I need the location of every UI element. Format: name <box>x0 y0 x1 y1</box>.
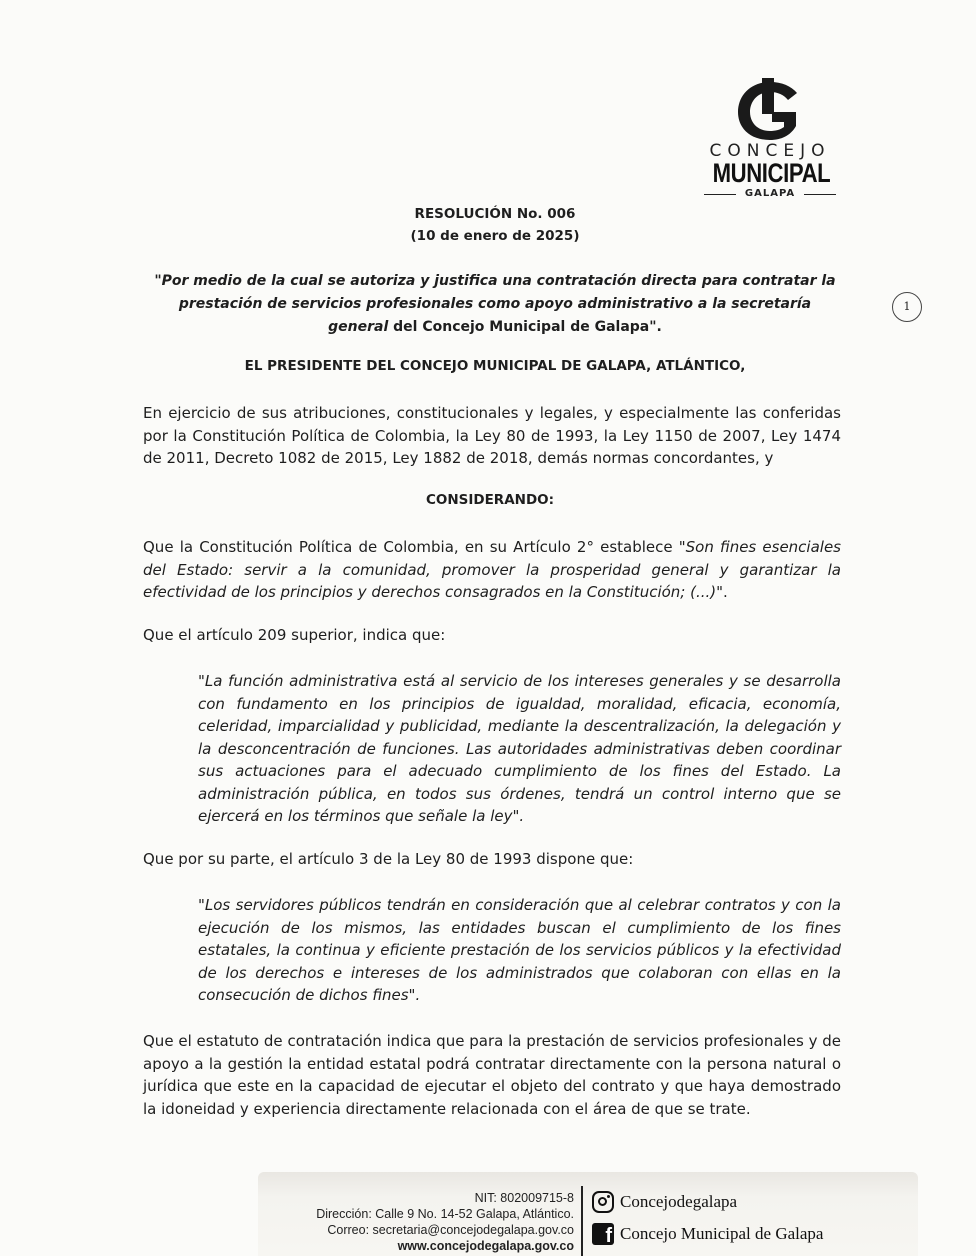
facebook-row <box>592 1218 823 1250</box>
footer-social <box>592 1186 823 1250</box>
instagram-row <box>592 1186 823 1218</box>
considerando-heading: CONSIDERANDO: <box>425 492 555 508</box>
page-number: 1 <box>892 292 922 322</box>
facebook-page: Concejo Municipal de Galapa <box>620 1224 824 1243</box>
article209-quote: "La función administrativa está al servicio de los intereses generales y se desarrolla con fundamento en los principios de igualdad, moralidad, eficacia, economía, celeridad, imparcialidad y publicidad, mediante la descentralización, la delegación y la desconcentración de funciones. Las autoridades administrativas deben coordinar sus actuaciones para el adecuado cumplimiento de los fines del Estado. La administración pública, en todos sus órdenes, tendrá un control interno que se ejercerá en los términos que señale la ley". <box>198 672 841 825</box>
resolution-number: RESOLUCIÓN No. 006 <box>414 206 576 222</box>
page-footer <box>258 1172 918 1256</box>
ley80-quote: "Los servidores públicos tendrán en consideración que al celebrar contratos y con la ejecución de los mismos, las entidades buscan el cumplimiento de los fines estatales, la continua y eficiente prestación de los servicios públicos y la efectividad de los derechos e intereses de los administrados que colaboran con ellas en la consecución de dichos fines". <box>198 896 841 1004</box>
article2-lead: Que la Constitución Política de Colombia, en su Artículo 2° establece " <box>143 538 686 556</box>
president-heading: EL PRESIDENTE DEL CONCEJO MUNICIPAL DE GALAPA, ATLÁNTICO, <box>244 358 746 374</box>
logo-line-concejo: CONCEJO <box>709 141 831 161</box>
estatuto-paragraph: Que el estatuto de contratación indica que para la prestación de servicios profesionales y de apoyo a la gestión la entidad estatal podrá contratar directamente con la persona natural o jurídica que este en la capacidad de ejecutar el objeto del contrato y que haya demostrado la idoneidad y experiencia directamente relacionada con el área de que se trate. <box>143 1032 841 1118</box>
resolution-subject <box>150 270 840 339</box>
footer-address: Dirección: Calle 9 No. 14-52 Galapa, Atlántico. <box>316 1207 574 1221</box>
article2-paragraph <box>143 536 841 604</box>
logo-line-municipal: MUNICIPAL <box>712 158 831 188</box>
instagram-handle: Concejodegalapa <box>620 1192 738 1211</box>
ley80-paragraph: Que por su parte, el artículo 3 de la Ley 80 de 1993 dispone que: <box>143 850 634 868</box>
resolution-header <box>390 203 600 247</box>
footer-nit: NIT: 802009715-8 <box>474 1191 574 1205</box>
footer-email: Correo: secretaria@concejodegalapa.gov.co <box>327 1223 574 1237</box>
concejo-g-logo-icon <box>734 78 806 144</box>
footer-website: www.concejodegalapa.gov.co <box>397 1239 574 1253</box>
subject-italic: "Por medio de la cual se autoriza y justifica una contratación directa para contratar la prestación de servicios profesionales como apoyo administrativo a la secretaría general <box>154 273 836 335</box>
facebook-icon: f <box>592 1223 614 1245</box>
footer-divider <box>581 1186 583 1256</box>
instagram-icon <box>592 1191 614 1213</box>
subject-rest: del Concejo Municipal de Galapa". <box>393 319 662 335</box>
article2-quote: Son fines esenciales del Estado: servir a la comunidad, promover la prosperidad general y garantizar la efectividad de los principios y derechos consagrados en la Constitución; (...) <box>143 538 841 601</box>
footer-contact <box>316 1190 574 1254</box>
article2-tail: ". <box>716 583 728 601</box>
concejo-logo <box>700 78 840 208</box>
intro-paragraph: En ejercicio de sus atribuciones, constitucionales y legales, y especialmente las conferidas por la Constitución Política de Colombia, la Ley 80 de 1993, la Ley 1150 de 2007, Ley 1474 de 2011, Decreto 1082 de 2015, Ley 1882 de 2018, demás normas concordantes, y <box>143 404 841 467</box>
logo-line-galapa: GALAPA <box>700 188 840 199</box>
article209-paragraph: Que el artículo 209 superior, indica que: <box>143 626 446 644</box>
resolution-date: (10 de enero de 2025) <box>410 228 580 244</box>
